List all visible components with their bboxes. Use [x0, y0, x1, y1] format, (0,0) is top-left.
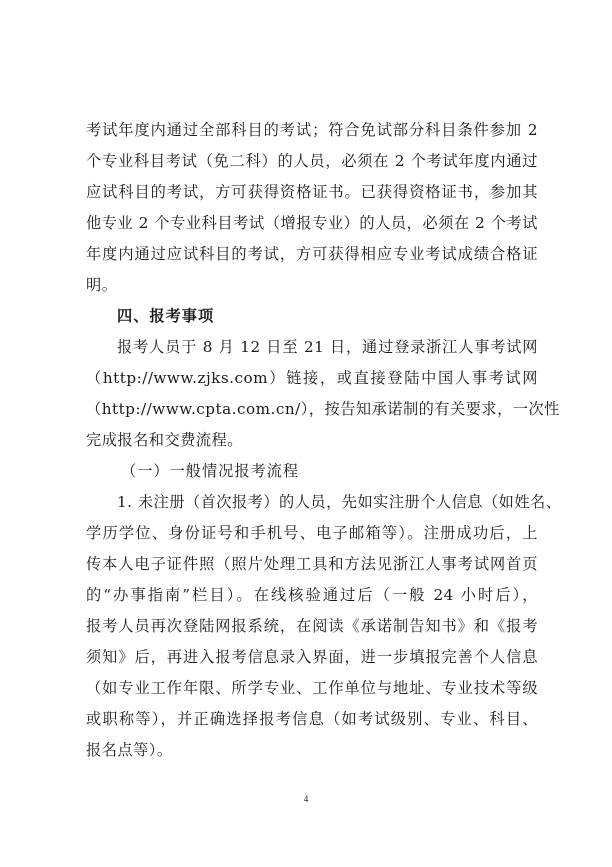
paragraph-line: 他专业 2 个专业科目考试（增报专业）的人员，必须在 2 个考试	[86, 214, 538, 232]
paragraph-line: 或职称等），并正确选择报考信息（如考试级别、专业、科目、	[86, 710, 538, 728]
paragraph-line: 年度内通过应试科目的考试，方可获得相应专业考试成绩合格证	[86, 245, 538, 263]
page-number: 4	[303, 794, 309, 804]
paragraph-line: 学历学位、身份证号和手机号、电子邮箱等）。注册成功后，上	[86, 524, 538, 542]
paragraph-line: 报名点等）。	[86, 741, 173, 759]
paragraph-line: （http://www.cpta.com.cn/），按告知承诺制的有关要求，一次性	[86, 400, 560, 418]
paragraph-line: 报考人员于 8 月 12 日至 21 日，通过登录浙江人事考试网	[117, 338, 538, 356]
paragraph-line: （如专业工作年限、所学专业、工作单位与地址、专业技术等级	[86, 679, 538, 697]
paragraph-line: 传本人电子证件照（照片处理工具和方法见浙江人事考试网首页	[86, 555, 538, 573]
paragraph-line: 考试年度内通过全部科目的考试；符合免试部分科目条件参加 2	[86, 121, 538, 139]
subsection-heading: （一）一般情况报考流程	[121, 462, 300, 480]
paragraph-line: 个专业科目考试（免二科）的人员，必须在 2 个考试年度内通过	[86, 152, 538, 170]
paragraph-line: 完成报名和交费流程。	[86, 431, 243, 449]
paragraph-line: 应试科目的考试，方可获得资格证书。已获得资格证书，参加其	[86, 183, 538, 201]
paragraph-line: 明。	[86, 276, 118, 294]
paragraph-line: （http://www.zjks.com）链接，或直接登陆中国人事考试网	[86, 369, 538, 387]
paragraph-line: 报考人员再次登陆网报系统，在阅读《承诺制告知书》和《报考	[86, 617, 538, 635]
paragraph-line: 的“办事指南”栏目）。在线核验通过后（一般 24 小时后），	[86, 586, 538, 604]
section-heading: 四、报考事项	[117, 307, 215, 325]
paragraph-line: 1. 未注册（首次报考）的人员，先如实注册个人信息（如姓名、	[117, 493, 562, 511]
paragraph-line: 须知》后，再进入报考信息录入界面，进一步填报完善个人信息	[86, 648, 538, 666]
